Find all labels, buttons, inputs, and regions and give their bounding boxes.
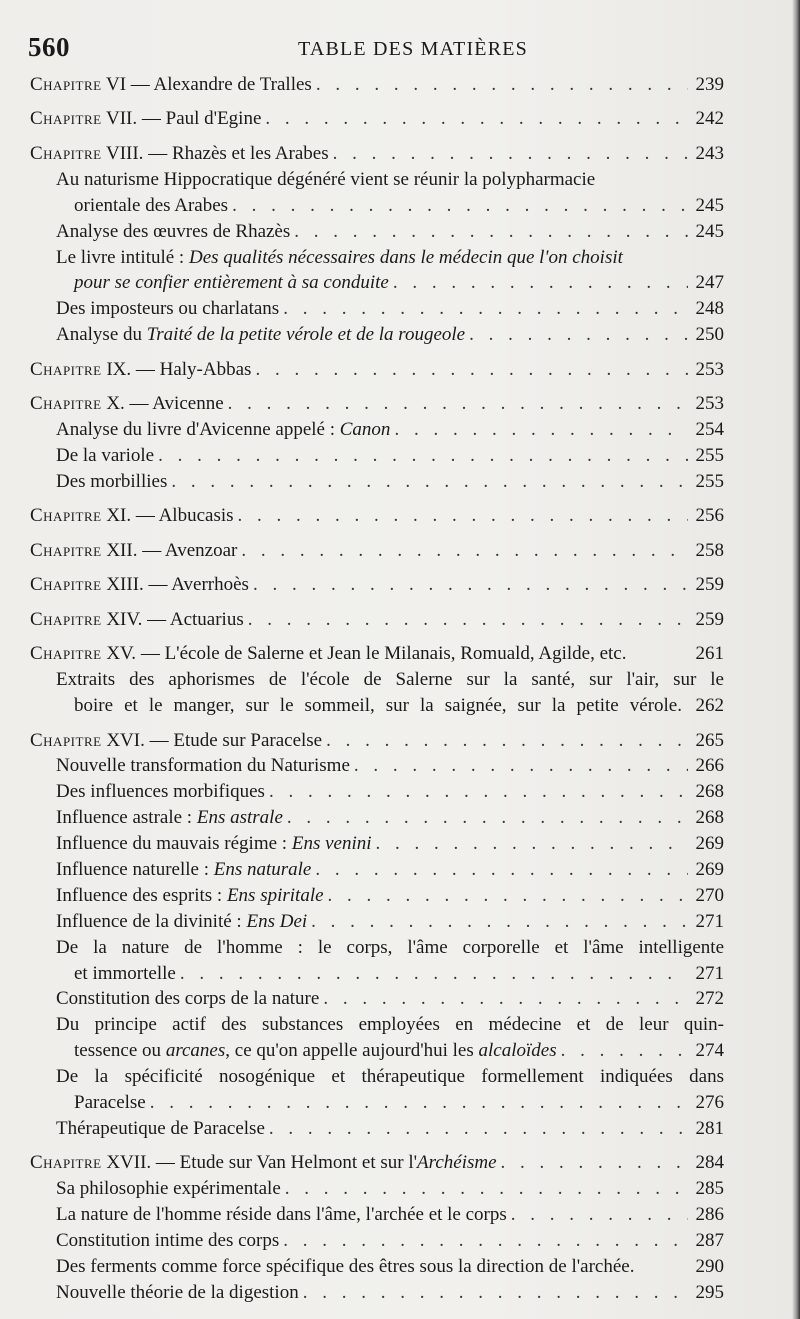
page-ref: 268: [695, 781, 724, 803]
entry-text: Analyse du livre d'Avicenne appelé :: [56, 419, 340, 441]
toc-entry-title: [56, 1202, 507, 1228]
chapter-label: Chapitre: [30, 1152, 102, 1174]
toc-entry-title: [74, 270, 389, 296]
toc-entry-row: [30, 1228, 724, 1254]
toc-entry-title: [56, 469, 167, 495]
entry-text-2: , ce qu'on appelle aujourd'hui les: [225, 1040, 479, 1062]
entry-italic: Ens astrale: [196, 807, 283, 829]
page-ref: 276: [695, 1092, 724, 1113]
chapter-number: XVI.: [106, 729, 145, 751]
entry-text: Sa philosophie expérimentale: [56, 1178, 281, 1200]
toc-entry-title: [30, 1150, 497, 1176]
entry-text: De la variole: [56, 444, 155, 466]
chapter-title: L'école de Salerne et Jean le Milanais, Romuald, Agilde, etc.: [164, 643, 627, 665]
toc-entry-title: [30, 538, 237, 564]
entry-text: Influence des esprits :: [56, 884, 227, 906]
page-ref: 247: [695, 272, 724, 294]
toc-entry-title: [30, 106, 261, 132]
toc-entry-title: [56, 245, 623, 271]
page-ref: 287: [695, 1230, 724, 1252]
entry-text: Analyse du: [56, 324, 147, 346]
toc-entry-title: [56, 443, 154, 469]
entry-italic-2: alcaloïdes: [478, 1040, 557, 1062]
dot-leader: [253, 572, 688, 598]
chapter-label: Chapitre: [30, 643, 102, 665]
toc-entry-title: [56, 667, 724, 693]
dot-leader: [311, 909, 688, 935]
toc-chapter-row: [30, 391, 724, 417]
toc-entry-title: [56, 779, 265, 805]
dot-leader: [376, 831, 688, 857]
toc-entry-title: [74, 1090, 146, 1116]
chapter-separator: —: [124, 393, 153, 415]
toc-entry-row: [30, 986, 724, 1012]
toc-entry-title: [74, 193, 228, 219]
chapter-title: Actuarius: [169, 608, 244, 630]
chapter-label: Chapitre: [30, 608, 102, 630]
dot-leader: [255, 357, 688, 383]
toc-chapter-row: [30, 728, 724, 754]
toc-entry-title: [56, 417, 390, 443]
dot-leader: [228, 391, 688, 417]
toc-entry-title: [74, 1038, 557, 1064]
page-ref: 248: [695, 298, 724, 320]
page-ref: 270: [695, 884, 724, 906]
chapter-title: Etude sur Van Helmont et sur l': [179, 1152, 418, 1174]
entry-text: Analyse des œuvres de Rhazès: [56, 220, 291, 242]
page-ref: 245: [695, 220, 724, 242]
chapter-number: XIII.: [106, 574, 144, 596]
dot-leader: [511, 1202, 688, 1228]
chapter-label: Chapitre: [30, 142, 102, 164]
page-ref: 253: [695, 358, 724, 380]
toc-chapter-row: [30, 607, 724, 633]
entry-italic: Des qualités nécessaires dans le médecin que l'on choisit: [188, 246, 623, 268]
dot-leader: [232, 193, 688, 219]
dot-leader: [354, 753, 688, 779]
chapter-number: XIV.: [106, 608, 143, 630]
toc-entry-title: [56, 1116, 265, 1142]
entry-text: boire et le manger, sur le sommeil, sur la saignée, sur la petite vérole.: [74, 695, 682, 717]
toc-entry-row: [30, 193, 724, 219]
entry-text: Nouvelle théorie de la digestion: [56, 1281, 299, 1303]
toc-entry-row: [30, 270, 724, 296]
chapter-separator: —: [151, 1152, 180, 1174]
page-ref: 255: [695, 444, 724, 466]
toc-entry-title: [56, 1064, 724, 1090]
entry-text: De la spécificité nosogénique et thérapeutique formellement indiquées dans: [56, 1066, 724, 1088]
toc-entry-title: [56, 831, 372, 857]
toc-entry-row: [30, 1280, 724, 1306]
toc-entry-row: [30, 245, 724, 271]
chapter-number: XV.: [106, 643, 137, 665]
entry-text: Influence naturelle :: [56, 858, 214, 880]
dot-leader: [303, 1280, 688, 1306]
chapter-title: Etude sur Paracelse: [173, 729, 323, 751]
dot-leader: [323, 986, 688, 1012]
toc-entry-title: [56, 986, 319, 1012]
toc-entry-row: [30, 857, 724, 883]
entry-text: Thérapeutique de Paracelse: [56, 1117, 265, 1139]
toc-entry-title: [56, 1280, 299, 1306]
toc-entry-title: [56, 296, 279, 322]
table-of-contents: [30, 72, 724, 1306]
chapter-separator: —: [131, 358, 160, 380]
toc-entry-row: [30, 417, 724, 443]
toc-chapter-row: [30, 72, 724, 98]
dot-leader: [269, 779, 688, 805]
page-ref: 268: [695, 807, 724, 829]
toc-entry-title: [30, 141, 329, 167]
toc-entry-title: [74, 693, 682, 719]
page-ref: 253: [695, 393, 724, 415]
toc-chapter-row: [30, 641, 724, 667]
toc-entry-row: [30, 443, 724, 469]
chapter-title: Paul d'Egine: [165, 108, 262, 130]
chapter-number: X.: [106, 393, 125, 415]
toc-entry-title: [56, 883, 324, 909]
chapter-title: Rhazès et les Arabes: [171, 142, 329, 164]
chapter-number: XII.: [106, 539, 138, 561]
chapter-label: Chapitre: [30, 574, 102, 596]
chapter-number: XI.: [106, 505, 132, 527]
toc-entry-row: [30, 1064, 724, 1090]
entry-text: Le livre intitulé :: [56, 246, 189, 268]
dot-leader: [316, 72, 688, 98]
entry-text: Des imposteurs ou charlatans: [56, 298, 280, 320]
chapter-title: Avenzoar: [164, 539, 238, 561]
chapter-label: Chapitre: [30, 539, 102, 561]
toc-entry-row: [30, 935, 724, 961]
toc-entry-title: [56, 805, 283, 831]
page-ref: 258: [695, 539, 724, 561]
toc-entry-row: [30, 805, 724, 831]
toc-entry-title: [30, 572, 249, 598]
dot-leader: [326, 728, 688, 754]
page-ref: 256: [695, 505, 724, 527]
dot-leader: [561, 1038, 688, 1064]
toc-entry-title: [56, 935, 724, 961]
entry-text: Extraits des aphorismes de l'école de Salerne sur la santé, sur l'air, sur le: [56, 669, 724, 691]
page-ref: 284: [695, 1152, 724, 1174]
entry-italic: Traité de la petite vérole et de la rougeole: [146, 324, 466, 346]
page-ref: 290: [695, 1255, 724, 1277]
page-ref: 254: [695, 419, 724, 441]
dot-leader: [158, 443, 688, 469]
page-ref: 272: [695, 988, 724, 1010]
chapter-separator: —: [126, 74, 154, 95]
toc-chapter-row: [30, 141, 724, 167]
chapter-number: VII.: [105, 108, 138, 130]
dot-leader: [315, 857, 688, 883]
chapter-separator: —: [144, 729, 174, 751]
page-ref: 245: [695, 194, 724, 216]
chapter-title: Alexandre de Tralles: [153, 74, 312, 95]
dot-leader: [238, 503, 688, 529]
toc-entry-row: [30, 322, 724, 348]
toc-entry-row: [30, 1202, 724, 1228]
toc-entry-title: [56, 857, 311, 883]
dot-leader: [469, 322, 688, 348]
page-ref: 259: [695, 574, 724, 596]
chapter-number: IX.: [106, 358, 132, 380]
dot-leader: [150, 1090, 688, 1116]
toc-chapter-row: [30, 538, 724, 564]
chapter-label: Chapitre: [30, 505, 102, 527]
page-ref: 295: [695, 1281, 724, 1303]
chapter-separator: —: [137, 108, 166, 130]
dot-leader: [248, 607, 688, 633]
toc-entry-row: [30, 779, 724, 805]
dot-leader: [285, 1176, 688, 1202]
toc-entry-row: [30, 219, 724, 245]
page-ref: 243: [695, 142, 724, 164]
toc-entry-row: [30, 961, 724, 987]
chapter-label: Chapitre: [30, 358, 102, 380]
dot-leader: [283, 1228, 688, 1254]
page-ref: 242: [695, 108, 724, 130]
page-ref: 266: [695, 755, 724, 777]
dot-leader: [328, 883, 688, 909]
chapter-title: Haly-Abbas: [159, 358, 252, 380]
toc-entry-title: [30, 641, 682, 667]
chapter-number: VIII.: [105, 142, 144, 164]
page-ref: 281: [695, 1117, 724, 1139]
chapter-label: Chapitre: [30, 108, 102, 130]
page-ref: 271: [695, 962, 724, 984]
entry-text: Influence de la divinité :: [56, 910, 247, 932]
entry-text: La nature de l'homme réside dans l'âme, l'archée et le corps: [56, 1204, 507, 1226]
toc-chapter-row: [30, 106, 724, 132]
toc-entry-row: [30, 1176, 724, 1202]
entry-text: Du principe actif des substances employées en médecine et de leur quin-: [56, 1014, 724, 1036]
entry-italic: Canon: [339, 419, 391, 441]
entry-text: et immortelle: [74, 962, 176, 984]
toc-entry-title: [56, 909, 307, 935]
toc-entry-row: [30, 1254, 724, 1280]
entry-italic: arcanes: [165, 1040, 226, 1062]
dot-leader: [283, 296, 688, 322]
entry-italic: Ens naturale: [213, 858, 312, 880]
page-ref: 255: [695, 470, 724, 492]
dot-leader: [180, 961, 688, 987]
entry-italic: Ens venini: [291, 833, 372, 855]
entry-text: Nouvelle transformation du Naturisme: [56, 755, 350, 777]
toc-entry-title: [30, 728, 322, 754]
toc-entry-title: [30, 357, 251, 383]
dot-leader: [294, 219, 688, 245]
dot-leader: [269, 1116, 688, 1142]
entry-text: tessence ou: [74, 1040, 166, 1062]
chapter-separator: —: [137, 539, 165, 561]
chapter-separator: —: [142, 608, 170, 630]
page-ref: 269: [695, 833, 724, 855]
toc-entry-row: [30, 883, 724, 909]
dot-leader: [393, 270, 688, 296]
page-ref: 262: [695, 695, 724, 717]
toc-entry-title: [30, 391, 224, 417]
toc-chapter-row: [30, 1150, 724, 1176]
toc-entry-title: [56, 1176, 281, 1202]
entry-text: Constitution des corps de la nature: [56, 988, 320, 1010]
entry-italic: Ens Dei: [246, 910, 308, 932]
toc-entry-row: [30, 667, 724, 693]
chapter-title: Albucasis: [158, 505, 234, 527]
toc-entry-title: [56, 753, 350, 779]
entry-text: Influence astrale :: [56, 807, 197, 829]
dot-leader: [501, 1150, 688, 1176]
toc-entry-row: [30, 469, 724, 495]
entry-italic: pour se confier entièrement à sa conduite: [74, 272, 389, 294]
entry-text: Au naturisme Hippocratique dégénéré vient se réunir la polypharmacie: [56, 168, 596, 190]
page-ref: 261: [695, 643, 724, 665]
toc-entry-title: [56, 1012, 724, 1038]
toc-entry-title: [56, 219, 290, 245]
toc-entry-row: [30, 753, 724, 779]
toc-entry-row: [30, 1038, 724, 1064]
toc-entry-row: [30, 1012, 724, 1038]
toc-entry-row: [30, 831, 724, 857]
toc-entry-row: [30, 1090, 724, 1116]
chapter-separator: —: [143, 574, 172, 596]
chapter-number: XVII.: [106, 1152, 152, 1174]
chapter-title: Avicenne: [152, 393, 224, 415]
page-edge-shadow: [792, 0, 800, 1319]
page-ref: 269: [695, 858, 724, 880]
chapter-label: Chapitre: [30, 729, 102, 751]
page-ref: 265: [695, 729, 724, 751]
page-ref: 285: [695, 1178, 724, 1200]
dot-leader: [241, 538, 688, 564]
chapter-label: Chapitre: [30, 74, 102, 95]
page-header: [28, 30, 768, 70]
page-ref: 274: [695, 1040, 724, 1062]
chapter-separator: —: [136, 643, 165, 665]
toc-chapter-row: [30, 503, 724, 529]
toc-entry-title: [30, 607, 244, 633]
entry-text: orientale des Arabes: [74, 194, 229, 216]
dot-leader: [394, 417, 688, 443]
toc-chapter-row: [30, 357, 724, 383]
page-number: 560: [28, 32, 70, 62]
chapter-separator: —: [143, 142, 172, 164]
toc-chapter-row: [30, 572, 724, 598]
toc-entry-row: [30, 296, 724, 322]
page-ref: 271: [695, 910, 724, 932]
page-ref: 239: [695, 74, 724, 95]
toc-entry-title: [30, 503, 234, 529]
dot-leader: [287, 805, 688, 831]
entry-italic: Ens spiritale: [226, 884, 324, 906]
entry-text: Des influences morbifiques: [56, 781, 265, 803]
chapter-title-italic: Archéisme: [417, 1152, 497, 1174]
toc-entry-title: [56, 167, 595, 193]
chapter-label: Chapitre: [30, 393, 102, 415]
dot-leader: [333, 141, 688, 167]
toc-entry-row: [30, 693, 724, 719]
dot-leader: [171, 469, 688, 495]
entry-text: Des ferments comme force spécifique des êtres sous la direction de l'archée.: [56, 1255, 635, 1277]
toc-entry-row: [30, 1116, 724, 1142]
page-ref: 250: [695, 324, 724, 346]
running-head: TABLE DES MATIÈRES: [298, 38, 528, 60]
toc-entry-row: [30, 909, 724, 935]
toc-entry-title: [56, 1228, 279, 1254]
toc-entry-row: [30, 167, 724, 193]
entry-text: Influence du mauvais régime :: [56, 833, 292, 855]
toc-entry-title: [56, 322, 465, 348]
page-ref: 286: [695, 1204, 724, 1226]
toc-entry-title: [74, 961, 176, 987]
entry-text: Des morbillies: [56, 470, 168, 492]
entry-text: Paracelse: [74, 1092, 146, 1113]
toc-entry-title: [56, 1254, 682, 1280]
dot-leader: [265, 106, 688, 132]
entry-text: Constitution intime des corps: [56, 1230, 280, 1252]
chapter-number: VI: [105, 74, 127, 95]
chapter-title: Averrhoès: [171, 574, 249, 596]
page-ref: 259: [695, 608, 724, 630]
chapter-separator: —: [131, 505, 159, 527]
toc-entry-title: [30, 72, 312, 98]
entry-text: De la nature de l'homme : le corps, l'âme corporelle et l'âme intelligente: [56, 936, 724, 958]
